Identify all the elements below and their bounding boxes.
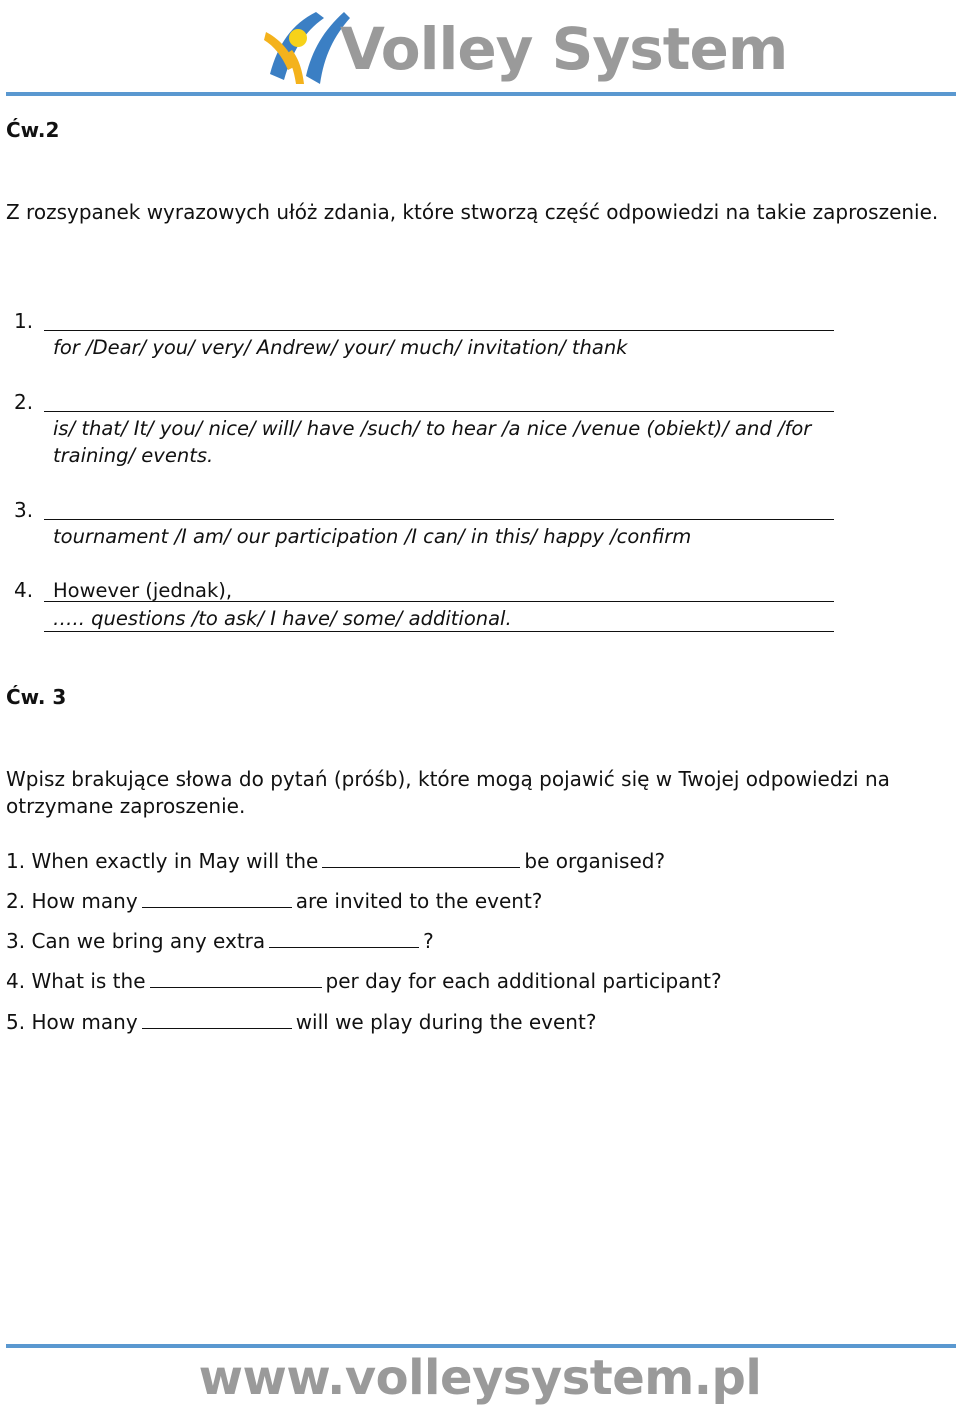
question-2-after: are invited to the event?: [295, 889, 543, 913]
item-1-answer-line[interactable]: [44, 330, 834, 331]
exercise-2-title: Ćw.2: [6, 118, 60, 142]
exercise-3-title: Ćw. 3: [6, 685, 67, 709]
question-4-after: per day for each additional participant?: [325, 969, 722, 993]
question-2: [6, 887, 542, 915]
question-2-before: 2. How many: [6, 889, 138, 913]
question-1-after: be organised?: [524, 849, 666, 873]
question-4: [6, 967, 722, 995]
item-4-prefix: However (jednak),: [53, 579, 233, 602]
item-4-answer-line[interactable]: [44, 601, 834, 602]
item-3-scramble: tournament /I am/ our participation /I can/ in this/ happy /confirm: [53, 525, 692, 548]
header-rule: [6, 92, 956, 96]
question-1-blank[interactable]: [322, 847, 520, 868]
item-4-number: 4.: [14, 578, 34, 602]
page-header: [0, 0, 960, 100]
footer-rule: [6, 1344, 956, 1348]
item-1-number: 1.: [14, 309, 34, 333]
question-3: [6, 927, 434, 955]
item-3-number: 3.: [14, 498, 34, 522]
exercise-3-instruction: Wpisz brakujące słowa do pytań (próśb), które mogą pojawić się w Twojej odpowiedzi na otrzymane zaproszenie.: [6, 767, 890, 818]
item-4-scramble: ….. questions /to ask/ I have/ some/ additional.: [53, 607, 512, 630]
brand-name: Volley System: [340, 15, 788, 83]
question-5-before: 5. How many: [6, 1010, 138, 1034]
question-3-before: 3. Can we bring any extra: [6, 929, 266, 953]
item-2-number: 2.: [14, 390, 34, 414]
item-2-scramble: is/ that/ It/ you/ nice/ will/ have /such/ to hear /a nice /venue (obiekt)/ and /for training/ events.: [53, 417, 812, 467]
footer-url[interactable]: www.volleysystem.pl: [198, 1350, 762, 1406]
item-4-answer-line-2[interactable]: [44, 631, 834, 632]
question-5-after: will we play during the event?: [295, 1010, 597, 1034]
item-1-scramble: for /Dear/ you/ very/ Andrew/ your/ much/ invitation/ thank: [53, 336, 628, 359]
item-3-answer-line[interactable]: [44, 519, 834, 520]
question-4-before: 4. What is the: [6, 969, 146, 993]
exercise-2-instruction: Z rozsypanek wyrazowych ułóż zdania, które stworzą część odpowiedzi na takie zaproszenie.: [6, 200, 939, 224]
question-4-blank[interactable]: [150, 967, 322, 988]
question-3-blank[interactable]: [269, 927, 419, 948]
question-1: [6, 847, 665, 875]
item-2-answer-line[interactable]: [44, 411, 834, 412]
question-5: [6, 1008, 596, 1036]
question-1-before: 1. When exactly in May will the: [6, 849, 319, 873]
question-5-blank[interactable]: [142, 1008, 292, 1029]
question-3-after: ?: [423, 929, 434, 953]
question-2-blank[interactable]: [142, 887, 292, 908]
